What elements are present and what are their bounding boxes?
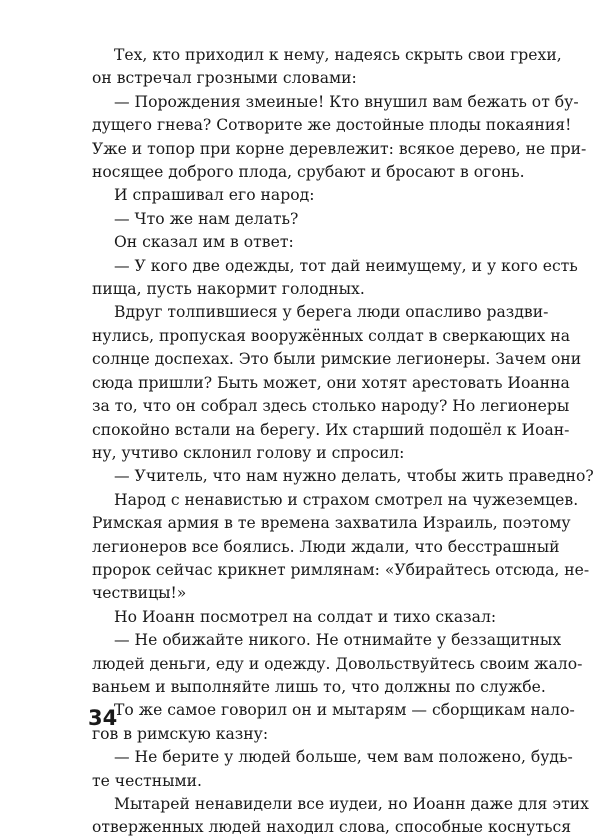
text-line: Народ с ненавистью и страхом смотрел на чужеземцев. [114, 490, 579, 509]
text-line: — Не обижайте никого. Не отнимайте у беззащитных [114, 631, 562, 650]
text-line: — Учитель, что нам нужно делать, чтобы жить праведно? [114, 467, 594, 486]
text-line: людей деньги, еду и одежду. Довольствуйтесь своим жало- [92, 654, 583, 673]
text-line: гов в римскую казну: [92, 724, 269, 743]
text-line: Мытарей ненавидели все иудеи, но Иоанн даже для этих [114, 795, 589, 813]
text-line: — Что же нам делать? [114, 209, 299, 228]
text-line: носящее доброго плода, срубают и бросают в огонь. [92, 163, 525, 182]
text-line: То же самое говорил он и мытарям — сборщикам нало- [114, 701, 575, 720]
text-line: Тех, кто приходил к нему, надеясь скрыть свои грехи, [114, 46, 562, 64]
text-line: Уже и топор при корне деревлежит: всякое дерево, не при- [92, 139, 587, 158]
text-line: И спрашивал его народ: [114, 186, 315, 205]
page-number: 34 [88, 706, 118, 730]
text-line: отверженных людей находил слова, способные коснуться [92, 818, 572, 837]
body-text [92, 44, 594, 840]
text-line: спокойно встали на берегу. Их старший подошёл к Иоан- [92, 420, 570, 439]
text-line: за то, что он собрал здесь столько народу? Но легионеры [92, 397, 570, 416]
text-line: сюда пришли? Быть может, они хотят арестовать Иоанна [92, 373, 570, 392]
text-line: пища, пусть накормит голодных. [92, 280, 365, 299]
text-line: ваньем и выполняйте лишь то, что должны по службе. [92, 677, 546, 696]
text-line: Римская армия в те времена захватила Израиль, поэтому [92, 514, 571, 533]
text-line: те честными. [92, 771, 202, 790]
text-line: Он сказал им в ответ: [114, 233, 294, 252]
text-line: ну, учтиво склонил голову и спросил: [92, 443, 405, 462]
text-line: пророк сейчас крикнет римлянам: «Убирайтесь отсюда, не- [92, 560, 590, 579]
text-line: — У кого две одежды, тот дай неимущему, и у кого есть [114, 256, 578, 275]
text-line: солнце доспехах. Это были римские легионеры. Зачем они [92, 350, 582, 369]
text-line: нулись, пропуская вооружённых солдат в сверкающих на [92, 326, 571, 345]
text-line: дущего гнева? Сотворите же достойные плоды покаяния! [92, 116, 572, 135]
text-line: Но Иоанн посмотрел на солдат и тихо сказал: [114, 607, 497, 626]
text-line: — Не берите у людей больше, чем вам положено, будь- [114, 748, 573, 767]
text-line: легионеров все боялись. Люди ждали, что бесстрашный [92, 537, 560, 556]
text-line: — Порождения змеиные! Кто внушил вам бежать от бу- [114, 92, 579, 111]
text-line: Вдруг толпившиеся у берега люди опасливо раздви- [114, 303, 549, 322]
text-line: чествицы!» [92, 584, 187, 603]
text-line: он встречал грозными словами: [92, 69, 357, 88]
